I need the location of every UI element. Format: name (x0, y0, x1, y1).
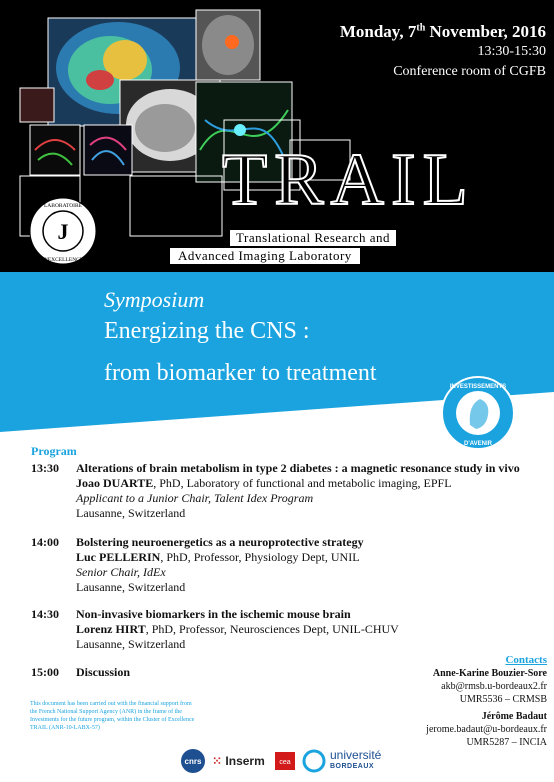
talk-time: 14:30 (31, 607, 59, 621)
talk-time: 15:00 (31, 665, 59, 679)
trail-logo-text: TRAIL (222, 139, 475, 221)
talk-place: Lausanne, Switzerland (76, 580, 186, 594)
talk-time: 14:00 (31, 535, 59, 549)
universite-bordeaux-text: université BORDEAUX (330, 748, 382, 770)
symposium-label: Symposium (104, 287, 205, 312)
investissements-avenir-seal-icon (440, 375, 516, 451)
svg-text:cnrs: cnrs (184, 757, 202, 766)
invest-seal-top: INVESTISSEMENTS (449, 384, 507, 390)
talk-title: Discussion (76, 665, 131, 679)
labex-seal-top: LABORATOIRE (43, 203, 83, 209)
svg-text:J: J (57, 219, 69, 244)
talk-title: Bolstering neuroenergetics as a neuroprotective strategy (76, 535, 364, 549)
talk-speaker: Joao DUARTE, PhD, Laboratory of functional and metabolic imaging, EPFL (76, 476, 452, 490)
talk-role: Applicant to a Junior Chair, Talent Idex Program (76, 491, 314, 505)
poster-header (0, 0, 554, 272)
labex-seal-icon (28, 196, 98, 266)
talk-time: 13:30 (31, 461, 59, 475)
contact-unit: UMR5536 – CRMSB (459, 694, 547, 705)
talk-speaker: Lorenz HIRT, PhD, Professor, Neurosciences Dept, UNIL-CHUV (76, 622, 399, 636)
talk-speaker: Luc PELLERIN, PhD, Professor, Physiology Dept, UNIL (76, 550, 360, 564)
contacts-block (426, 654, 547, 749)
event-time: 13:30-15:30 (477, 44, 546, 59)
contacts-heading: Contacts (505, 654, 547, 666)
event-room: Conference room of CGFB (393, 64, 546, 79)
contact-name: Anne-Karine Bouzier-Sore (432, 668, 547, 679)
svg-text:cea: cea (279, 759, 291, 766)
trail-tagline-line2: Advanced Imaging Laboratory (170, 248, 360, 264)
cnrs-logo (180, 748, 206, 779)
symposium-title-line2: from biomarker to treatment (104, 360, 377, 386)
invest-seal-bottom: D'AVENIR (464, 441, 492, 447)
contact-email[interactable]: jerome.badaut@u-bordeaux.fr (426, 724, 547, 735)
universite-bordeaux-logo (302, 748, 326, 779)
contact-unit: UMR5287 – INCIA (466, 737, 547, 748)
program-heading: Program (31, 444, 77, 458)
talk-place: Lausanne, Switzerland (76, 506, 186, 520)
inserm-logo: ⁙ Inserm (212, 754, 265, 768)
symposium-title-line1: Energizing the CNS : (104, 318, 310, 344)
talk-title: Alterations of brain metabolism in type 2 diabetes : a magnetic resonance study in vivo (76, 461, 520, 475)
talk-title: Non-invasive biomarkers in the ischemic mouse brain (76, 607, 351, 621)
talk-role: Senior Chair, IdEx (76, 565, 166, 579)
partner-logos (180, 748, 410, 778)
contact-name: Jérôme Badaut (481, 711, 547, 722)
talk-place: Lausanne, Switzerland (76, 637, 186, 651)
event-date: Monday, 7th November, 2016 (339, 22, 546, 41)
cea-logo (275, 752, 295, 775)
funding-notice: This document has been carried out with the financial support from the French National Support Agency (ANR) in the frame of the Investments for the future program, within the Cluster of Excellence TRAIL (ANR-10-LABX-57) (30, 701, 195, 731)
contact-email[interactable]: akb@rmsb.u-bordeaux2.fr (441, 681, 547, 692)
trail-tagline-line1: Translational Research and (230, 230, 396, 246)
labex-seal-bottom: D'EXCELLENCE (42, 257, 84, 263)
